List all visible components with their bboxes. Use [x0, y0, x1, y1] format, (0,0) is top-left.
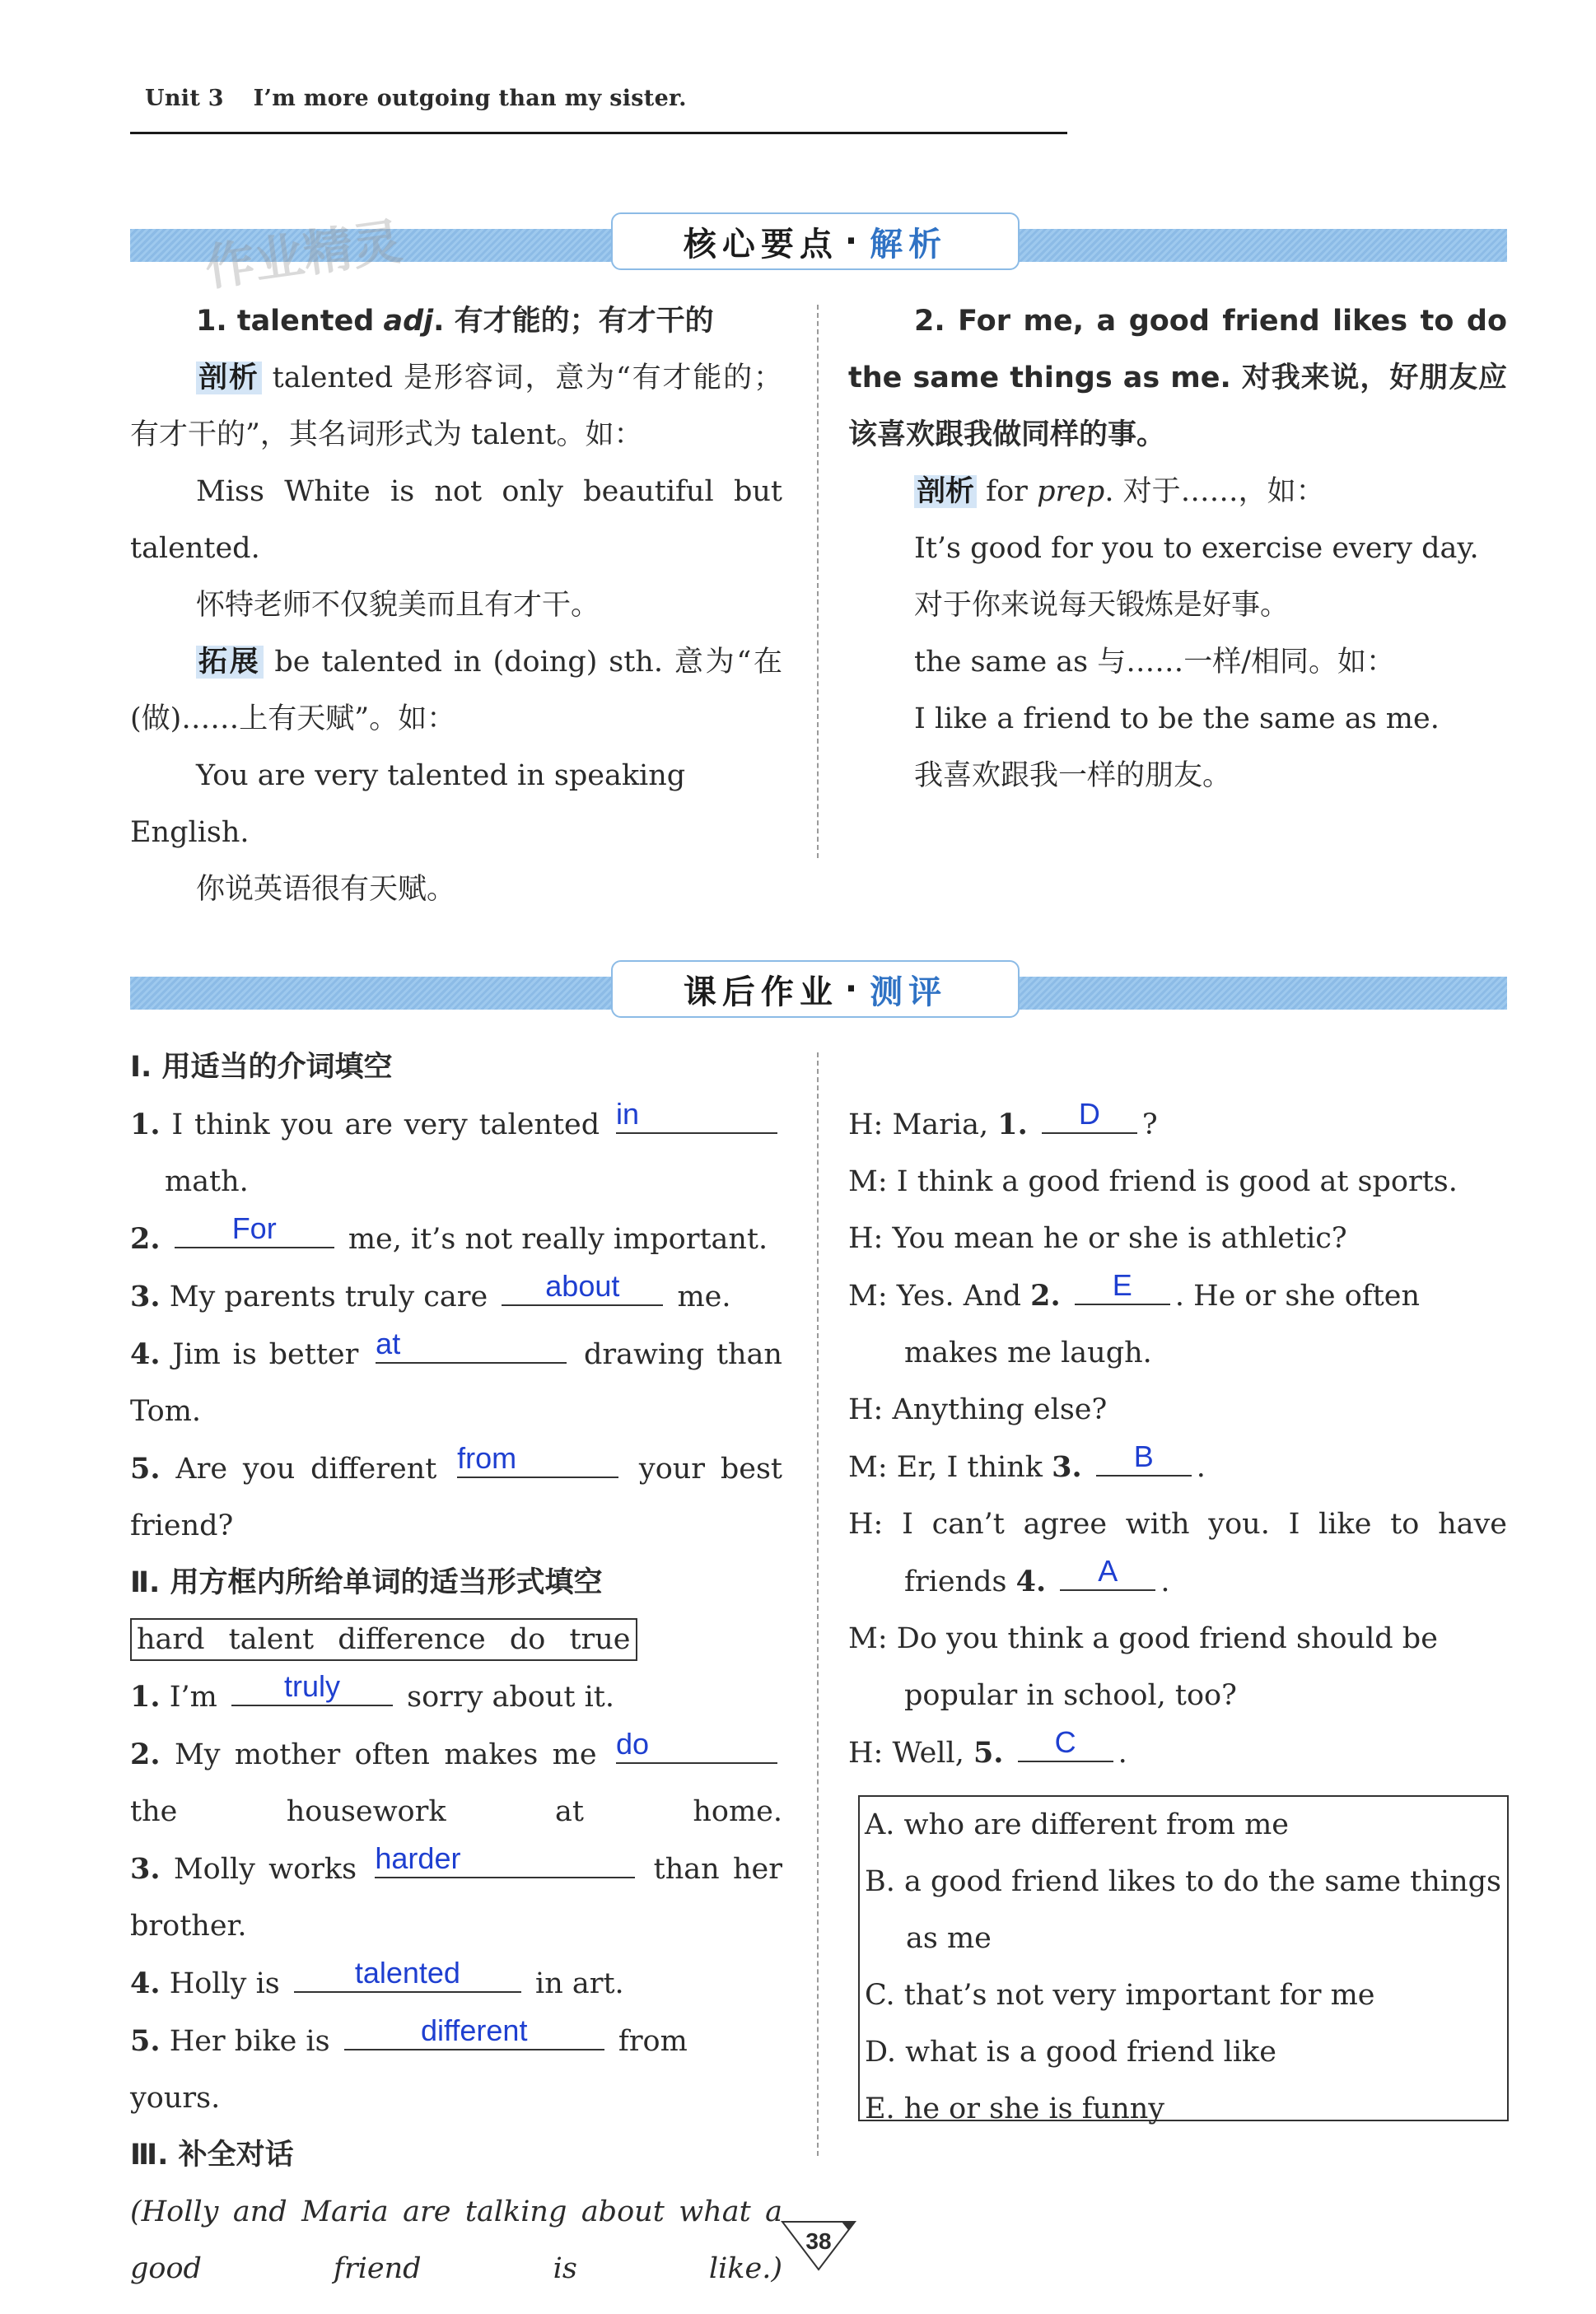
example-cn: 你说英语很有天赋。	[196, 873, 456, 906]
dialogue-line-8: M: Do you think a good friend should be popular in school, too?	[848, 1622, 1438, 1712]
dialogue-line-1: H: Maria, 1. D ?	[848, 1097, 1158, 1141]
answer-blank: at	[376, 1329, 567, 1364]
core-point-1-analysis: 剖析 talented 是形容词，意为“有才能的；有才干的”，其名词形式为 talent。如：	[130, 362, 782, 451]
analysis-badge: 剖析	[914, 475, 977, 508]
dialogue-line-3: H: You mean he or she is athletic?	[848, 1222, 1347, 1255]
homework-right-column	[848, 1039, 1507, 1782]
example-en: It’s good for you to exercise every day.	[914, 532, 1479, 565]
answer-blank: D	[1042, 1099, 1137, 1134]
core-left-column	[130, 293, 782, 918]
answer-blank: talented	[294, 1958, 521, 1993]
page-number: 38	[805, 2228, 832, 2254]
example-en: Miss White is not only beautiful but talented.	[130, 475, 782, 565]
dialogue-line-6: M: Er, I think 3. B .	[848, 1439, 1206, 1484]
part1-item-5: 5. Are you different from your best friend?	[130, 1441, 782, 1542]
dialogue-line-2: M: I think a good friend is good at sports.	[848, 1165, 1458, 1198]
part2-item-3: 3. Molly works harder than her brother.	[130, 1841, 782, 1943]
word-box: hard talent difference do true	[130, 1618, 637, 1661]
answer-blank: about	[502, 1271, 663, 1306]
part3-title: Ⅲ. 补全对话	[130, 2139, 294, 2172]
answer-blank: different	[344, 2016, 604, 2050]
word-box-row	[130, 1612, 782, 1668]
example-cn: 怀特老师不仅貌美而且有才干。	[196, 589, 600, 622]
section-title-core: 核心要点 · 解析	[611, 212, 1020, 270]
homework-left-column: Ⅰ. 用适当的介词填空 1. I think you are very talented in math. 2. For me, it’s not really important. 3. My parents truly care about me. 4. Jim is better at drawing than Tom. 5. Are you different from your best friend? Ⅱ. 用方框内所给单词的适当形式填空 hard talent difference do true 1. I’m truly sorry about it. 2. My mother often makes me do the housework at home. 3. Molly works harder than her brother. 4. Holly is talented in art. 5. Her bike is different from yours. Ⅲ. 补全对话 (Holly and Maria are talking about what a good friend is like.)	[130, 1039, 782, 2241]
answer-blank: in	[616, 1099, 777, 1134]
part2-title: Ⅱ. 用方框内所给单词的适当形式填空	[130, 1566, 603, 1599]
answer-blank: E	[1075, 1271, 1170, 1305]
unit-label: Unit 3	[145, 86, 224, 111]
example-cn: 对于你来说每天锻炼是好事。	[914, 589, 1290, 622]
option-e: E. he or she is funny	[865, 2092, 1165, 2125]
core-point-1-extension: 拓展 be talented in (doing) sth. 意为“在(做)……上有天赋”。如：	[130, 646, 782, 735]
core-point-1-heading: 1. talented adj. 有才能的；有才干的	[196, 305, 714, 338]
option-b: B. a good friend likes to do the same things as me	[865, 1865, 1501, 1955]
watermark-logo: 作业精灵	[201, 212, 406, 298]
column-divider	[817, 305, 819, 858]
part2-item-2: 2. My mother often makes me do the housework at home.	[130, 1727, 782, 1828]
dialogue-line-9: H: Well, 5. C .	[848, 1725, 1127, 1770]
dialogue-line-5: H: Anything else?	[848, 1393, 1108, 1426]
option-a: A. who are different from me	[865, 1808, 1289, 1841]
core-point-2-heading: 2. For me, a good friend likes to do the same things as me. 对我来说，好朋友应该喜欢跟我做同样的事。	[848, 305, 1507, 451]
part2-item-1: 1. I’m truly sorry about it.	[130, 1669, 614, 1714]
part1-title: Ⅰ. 用适当的介词填空	[130, 1051, 393, 1084]
header-rule	[130, 132, 1067, 134]
unit-title: I’m more outgoing than my sister.	[253, 86, 687, 111]
core-right-column	[848, 293, 1507, 805]
answer-blank: harder	[375, 1844, 635, 1878]
part2-item-5: 5. Her bike is different from yours.	[130, 2013, 688, 2115]
analysis-badge: 剖析	[196, 362, 262, 394]
answer-blank: For	[175, 1214, 334, 1248]
part1-item-2: 2. For me, it’s not really important.	[130, 1211, 768, 1256]
section-title-homework: 课后作业 · 测评	[611, 960, 1020, 1018]
page-header	[145, 86, 687, 111]
extension-badge: 拓展	[196, 646, 264, 679]
answer-blank: from	[457, 1444, 618, 1478]
answer-blank: truly	[231, 1672, 393, 1706]
example-cn: 我喜欢跟我一样的朋友。	[914, 759, 1232, 792]
options-box	[858, 1795, 1509, 2125]
example-en: I like a friend to be the same as me.	[914, 702, 1440, 735]
answer-blank: C	[1018, 1728, 1113, 1762]
part2-item-4: 4. Holly is talented in art.	[130, 1956, 624, 2000]
core-point-2-note: the same as 与……一样/相同。如：	[914, 646, 1396, 679]
column-divider	[817, 1052, 819, 2156]
part1-item-3: 3. My parents truly care about me.	[130, 1269, 731, 1313]
part1-item-4: 4. Jim is better at drawing than Tom.	[130, 1327, 782, 1428]
example-en: You are very talented in speaking English.	[130, 759, 686, 849]
option-c: C. that’s not very important for me	[865, 1979, 1375, 2012]
part1-item-1: 1. I think you are very talented in	[130, 1096, 782, 1154]
option-d: D. what is a good friend like	[865, 2036, 1276, 2069]
dialogue-intro: (Holly and Maria are talking about what a good friend is like.)	[130, 2195, 782, 2285]
dialogue-line-4: M: Yes. And 2. E . He or she often makes me laugh.	[848, 1268, 1421, 1369]
answer-blank: A	[1060, 1556, 1155, 1591]
dialogue-line-7: H: I can’t agree with you. I like to have friends 4. A .	[848, 1508, 1507, 1598]
answer-blank: B	[1096, 1442, 1192, 1477]
answer-blank: do	[616, 1729, 777, 1764]
core-point-2-analysis: 剖析 for prep. 对于……，如：	[848, 464, 1507, 520]
